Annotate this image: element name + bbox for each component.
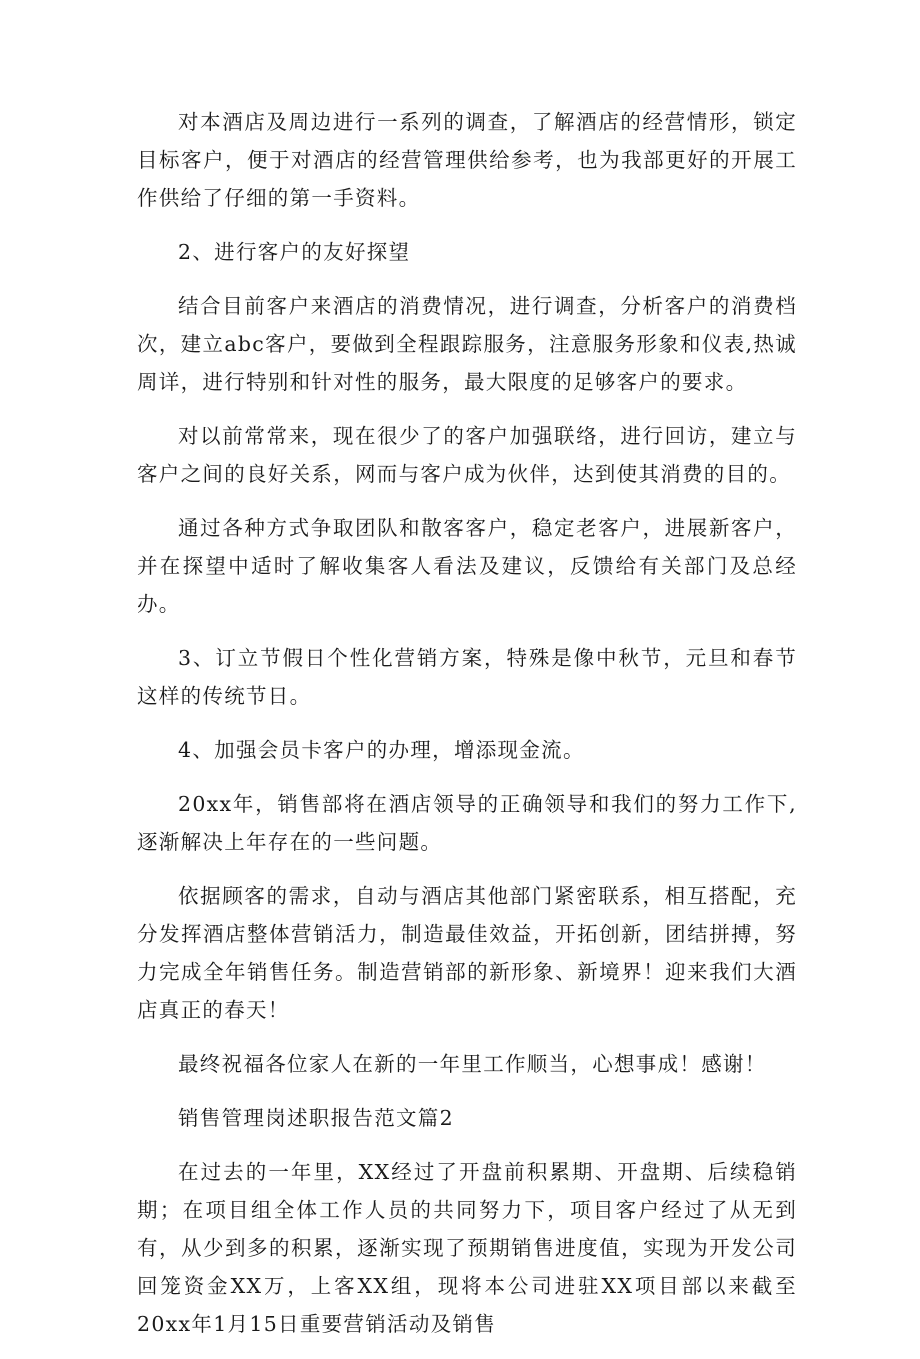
paragraph-past-year: 在过去的一年里，XX经过了开盘前积累期、开盘期、后续稳销期；在项目组全体工作人员的共同努力下，项目客户经过了从无到有，从少到多的积累，逐渐实现了预期销售进度值，实现为开发公司回笼资金XX万，上客XX组，现将本公司进驻XX项目部以来截至20xx年1月15日重要营销活动及销售 bbox=[137, 1160, 797, 1336]
document-body bbox=[137, 103, 797, 1359]
paragraph-year-plan: 20xx年，销售部将在酒店领导的正确领导和我们的努力工作下,逐渐解决上年存在的一些问题。 bbox=[137, 792, 797, 854]
paragraph-cooperation: 依据顾客的需求，自动与酒店其他部门紧密联系，相互搭配，充分发挥酒店整体营销活力，制造最佳效益，开拓创新，团结拼搏，努力完成全年销售任务。制造营销部的新形象、新境界！迎来我们大酒店真正的春天！ bbox=[137, 884, 797, 1022]
paragraph-revisit: 对以前常常来，现在很少了的客户加强联络，进行回访，建立与客户之间的良好关系，网而与客户成为伙伴，达到使其消费的目的。 bbox=[137, 424, 797, 486]
heading-holiday-plan: 3、订立节假日个性化营销方案，特殊是像中秋节，元旦和春节这样的传统节日。 bbox=[137, 646, 797, 708]
paragraph-customer-analysis: 结合目前客户来酒店的消费情况，进行调查，分析客户的消费档次，建立abc客户，要做到全程跟踪服务，注意服务形象和仪表,热诚周详，进行特别和针对性的服务，最大限度的足够客户的要求。 bbox=[137, 294, 797, 394]
section-title-report-2: 销售管理岗述职报告范文篇2 bbox=[178, 1106, 454, 1130]
paragraph-survey: 对本酒店及周边进行一系列的调查，了解酒店的经营情形，锁定目标客户，便于对酒店的经营管理供给参考，也为我部更好的开展工作供给了仔细的第一手资料。 bbox=[137, 110, 797, 210]
paragraph-closing-wishes: 最终祝福各位家人在新的一年里工作顺当，心想事成！感谢！ bbox=[178, 1052, 767, 1076]
paragraph-new-customers: 通过各种方式争取团队和散客客户，稳定老客户，进展新客户，并在探望中适时了解收集客人看法及建议，反馈给有关部门及总经办。 bbox=[137, 516, 797, 616]
heading-customer-visit: 2、进行客户的友好探望 bbox=[178, 240, 411, 264]
heading-member-card: 4、加强会员卡客户的办理，增添现金流。 bbox=[178, 738, 585, 762]
